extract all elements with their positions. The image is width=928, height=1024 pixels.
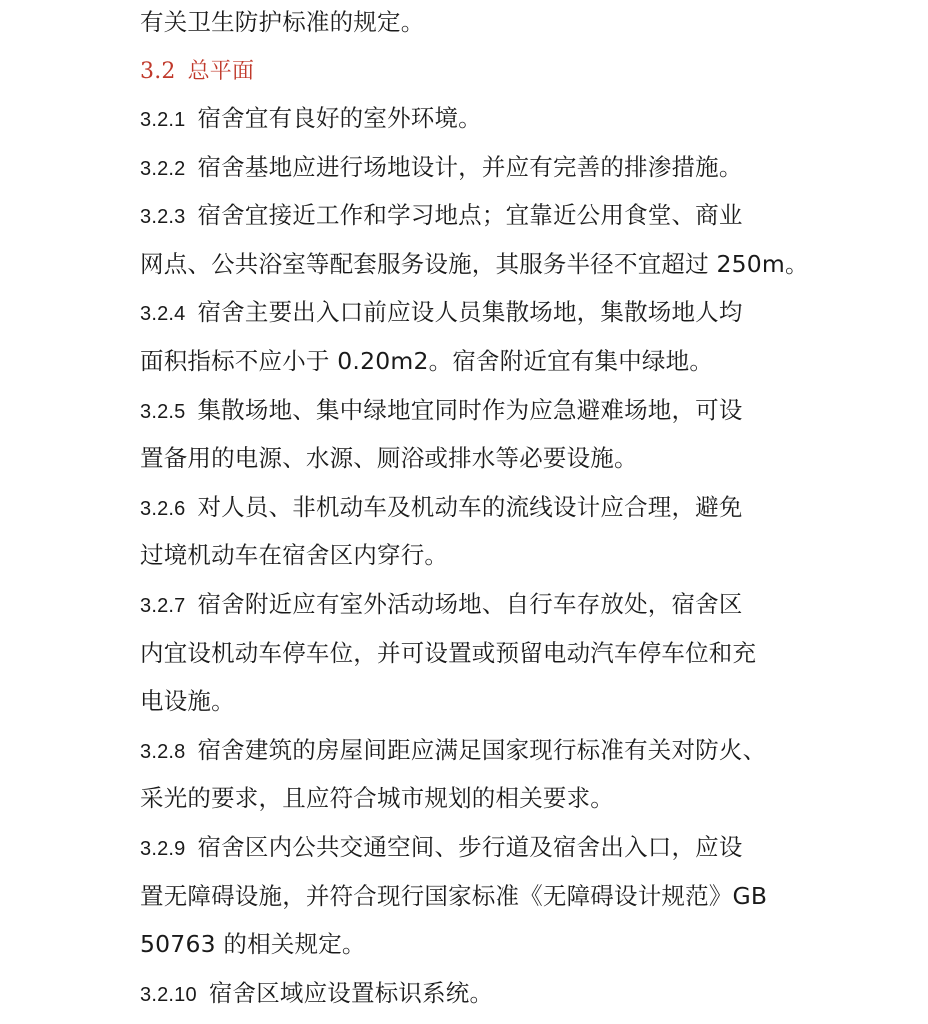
clause-3-2-3 <box>140 191 809 288</box>
clause-3-2-2 <box>140 143 800 192</box>
clause-line <box>140 677 800 726</box>
clause-line <box>140 288 800 337</box>
clause-number: 3.2.5 <box>140 400 186 423</box>
clause-text: 宿舍附近应有室外活动场地、自行车存放处，宿舍区 <box>197 589 743 618</box>
clause-line <box>140 191 800 240</box>
section-title: 总平面 <box>187 59 255 84</box>
clause-line <box>140 823 800 872</box>
clause-line <box>140 240 809 289</box>
clause-text: 面积指标不应小于 0.20m2。宿舍附近宜有集中绿地。 <box>140 346 714 375</box>
clause-text: 置无障碍设施，并符合现行国家标准《无障碍设计规范》GB <box>140 881 768 910</box>
clause-text: 50763 的相关规定。 <box>140 930 366 959</box>
clause-3-2-5 <box>140 386 800 483</box>
clause-number: 3.2.9 <box>140 837 186 860</box>
clause-text: 宿舍宜有良好的室外环境。 <box>197 104 482 132</box>
clause-text: 宿舍基地应进行场地设计，并应有完善的排渗措施。 <box>197 152 743 181</box>
clause-text: 电设施。 <box>140 687 235 716</box>
clause-line <box>140 969 800 1018</box>
clause-3-2-8 <box>140 726 800 823</box>
clause-text: 宿舍主要出入口前应设人员集散场地，集散场地人均 <box>197 298 743 327</box>
clause-text: 采光的要求，且应符合城市规划的相关要求。 <box>140 784 614 813</box>
clause-3-2-1 <box>140 94 800 143</box>
clause-number: 3.2.3 <box>140 206 186 229</box>
clause-number: 3.2.6 <box>140 497 186 520</box>
clause-text: 宿舍区域应设置标识系统。 <box>208 978 494 1007</box>
clause-line <box>140 386 800 435</box>
clause-number: 3.2.7 <box>140 594 186 617</box>
clause-text: 集散场地、集中绿地宜同时作为应急避难场地，可设 <box>197 395 743 424</box>
clause-line <box>140 143 800 192</box>
clause-line <box>140 483 800 532</box>
clause-number: 3.2.10 <box>140 983 197 1006</box>
clause-text: 网点、公共浴室等配套服务设施，其服务半径不宜超过 250m。 <box>140 249 809 278</box>
intro-line: 有关卫生防护标准的规定。 <box>140 8 425 36</box>
clause-3-2-9 <box>140 823 800 969</box>
clause-line <box>140 872 800 921</box>
clause-list <box>140 94 809 1017</box>
clause-3-2-6 <box>140 483 800 580</box>
clause-3-2-10 <box>140 969 800 1018</box>
clause-number: 3.2.4 <box>140 303 186 326</box>
clause-line <box>140 531 800 580</box>
clause-text: 宿舍区内公共交通空间、步行道及宿舍出入口，应设 <box>197 832 743 861</box>
clause-number: 3.2.8 <box>140 740 186 763</box>
document-body <box>140 0 809 1017</box>
clause-number: 3.2.1 <box>140 109 186 131</box>
clause-line <box>140 726 800 775</box>
clause-line <box>140 337 800 386</box>
clause-3-2-4 <box>140 288 800 385</box>
clause-3-2-7 <box>140 580 800 726</box>
clause-text: 过境机动车在宿舍区内穿行。 <box>140 541 449 570</box>
clause-text: 置备用的电源、水源、厕浴或排水等必要设施。 <box>140 444 638 473</box>
clause-line <box>140 774 800 823</box>
clause-text: 宿舍宜接近工作和学习地点；宜靠近公用食堂、商业 <box>197 201 743 230</box>
clause-text: 对人员、非机动车及机动车的流线设计应合理，避免 <box>197 492 743 521</box>
clause-line <box>140 580 800 629</box>
clause-line <box>140 434 800 483</box>
clause-line <box>140 920 800 969</box>
section-heading <box>140 44 800 94</box>
clause-text: 内宜设机动车停车位，并可设置或预留电动汽车停车位和充 <box>140 638 757 667</box>
clause-line <box>140 629 800 678</box>
clause-line <box>140 94 800 143</box>
clause-text: 宿舍建筑的房屋间距应满足国家现行标准有关对防火、 <box>197 735 767 764</box>
clause-number: 3.2.2 <box>140 157 186 180</box>
section-number: 3.2 <box>140 59 176 84</box>
